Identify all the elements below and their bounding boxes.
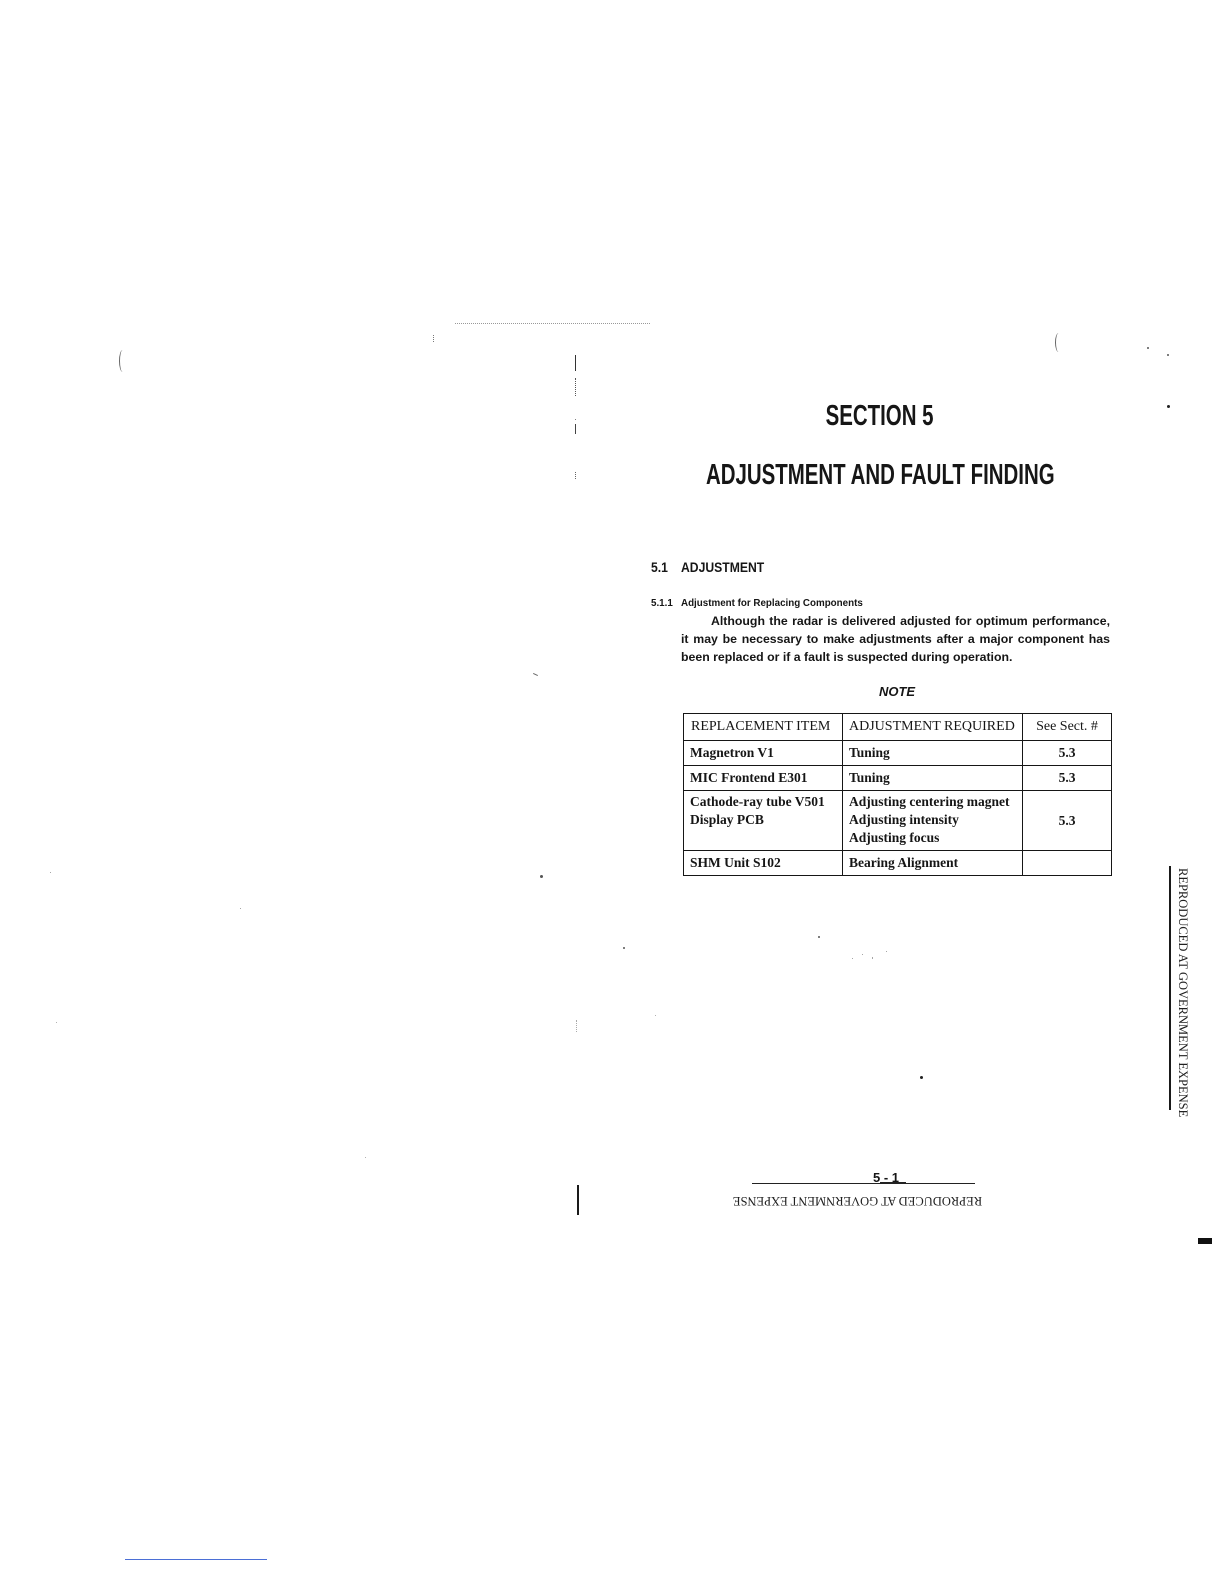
scan-speck xyxy=(623,947,625,949)
scan-paren-mark xyxy=(119,350,125,372)
cell-adjustment-required xyxy=(843,851,1023,876)
intro-paragraph xyxy=(681,612,1110,666)
scan-speck xyxy=(1167,405,1170,408)
scan-blue-line xyxy=(125,1559,267,1560)
cell-replacement-item xyxy=(684,791,843,851)
header-adjustment-required: ADJUSTMENT REQUIRED xyxy=(843,714,1023,741)
scan-speck xyxy=(50,872,51,873)
section-label-wrap xyxy=(600,402,1160,431)
scan-speck xyxy=(1147,347,1149,349)
header-see-section: See Sect. # xyxy=(1023,714,1112,741)
scan-speck xyxy=(575,419,576,420)
cell-replacement-item xyxy=(684,741,843,766)
subsection-number: 5.1 xyxy=(651,559,668,575)
cell-line: Adjusting intensity xyxy=(849,812,959,827)
scan-edge-bar xyxy=(1198,1238,1212,1244)
scan-speck xyxy=(862,954,863,955)
section-title-wrap xyxy=(600,461,1160,490)
margin-reproduction-stamp: REPRODUCED AT GOVERNMENT EXPENSE xyxy=(1176,868,1190,1118)
scan-speck xyxy=(920,1076,923,1079)
cell-adjustment-required xyxy=(843,766,1023,791)
scan-speck xyxy=(540,875,543,878)
scan-dotted-noise xyxy=(455,323,650,324)
scan-mark xyxy=(575,472,576,479)
paragraph-line: Although the radar is delivered adjusted for optimum performance, xyxy=(711,614,1110,628)
note-label: NOTE xyxy=(878,684,916,699)
scan-speck xyxy=(365,1157,366,1158)
section-label: SECTION 5 xyxy=(826,400,934,432)
table-row xyxy=(684,791,1112,851)
reversed-reproduction-stamp: REPRODUCED AT GOVERNMENT EXPENSE xyxy=(732,1194,983,1208)
cell-line: Tuning xyxy=(849,770,890,785)
cell-line: Adjusting focus xyxy=(849,830,940,845)
cell-adjustment-required xyxy=(843,791,1023,851)
scan-mark xyxy=(576,1020,577,1032)
paragraph-line: it may be necessary to make adjustments after a major component has xyxy=(681,632,1110,646)
section-title: ADJUSTMENT AND FAULT FINDING xyxy=(705,459,1055,491)
scan-speck xyxy=(56,1022,57,1023)
cell-adjustment-required xyxy=(843,741,1023,766)
scan-speck xyxy=(240,908,241,909)
cell-see-section: 5.3 xyxy=(1023,741,1112,766)
scan-mark xyxy=(575,355,576,371)
cell-line: Adjusting centering magnet xyxy=(849,794,1010,809)
scan-paren-mark xyxy=(1055,333,1061,352)
scan-vertical-rule xyxy=(577,1185,579,1215)
scan-speck xyxy=(886,951,887,952)
margin-stamp-rule xyxy=(1169,866,1171,1110)
cell-see-section xyxy=(1023,851,1112,876)
cell-line: Magnetron V1 xyxy=(690,745,774,760)
scan-mark xyxy=(533,673,538,676)
cell-line: SHM Unit S102 xyxy=(690,855,781,870)
subsubsection-number: 5.1.1 xyxy=(651,598,673,609)
cell-see-section: 5.3 xyxy=(1023,791,1112,851)
scan-speck xyxy=(655,1015,656,1016)
subsubsection-title: Adjustment for Replacing Components xyxy=(681,598,863,609)
cell-replacement-item xyxy=(684,851,843,876)
cell-see-section: 5.3 xyxy=(1023,766,1112,791)
table-row xyxy=(684,741,1112,766)
cell-line: Bearing Alignment xyxy=(849,855,959,870)
replacement-table xyxy=(683,713,1112,876)
table-header-row xyxy=(684,714,1112,741)
subsection-title: ADJUSTMENT xyxy=(681,559,765,575)
scan-mark xyxy=(575,378,576,396)
table-row xyxy=(684,766,1112,791)
scan-mark xyxy=(433,335,434,342)
cell-line: Cathode-ray tube V501 xyxy=(690,794,825,809)
cell-replacement-item xyxy=(684,766,843,791)
cell-line: MIC Frontend E301 xyxy=(690,770,808,785)
scan-speck xyxy=(872,957,873,959)
scan-speck xyxy=(1167,354,1169,356)
cell-line: Tuning xyxy=(849,745,890,760)
table-row xyxy=(684,851,1112,876)
scan-speck xyxy=(852,958,853,959)
cell-line: Display PCB xyxy=(690,812,764,827)
scan-speck xyxy=(818,936,820,938)
header-replacement-item: REPLACEMENT ITEM xyxy=(684,714,843,741)
paragraph-line: been replaced or if a fault is suspected during operation. xyxy=(681,650,1013,664)
page-number: 5 - 1 xyxy=(872,1170,899,1185)
scan-mark xyxy=(575,424,576,434)
